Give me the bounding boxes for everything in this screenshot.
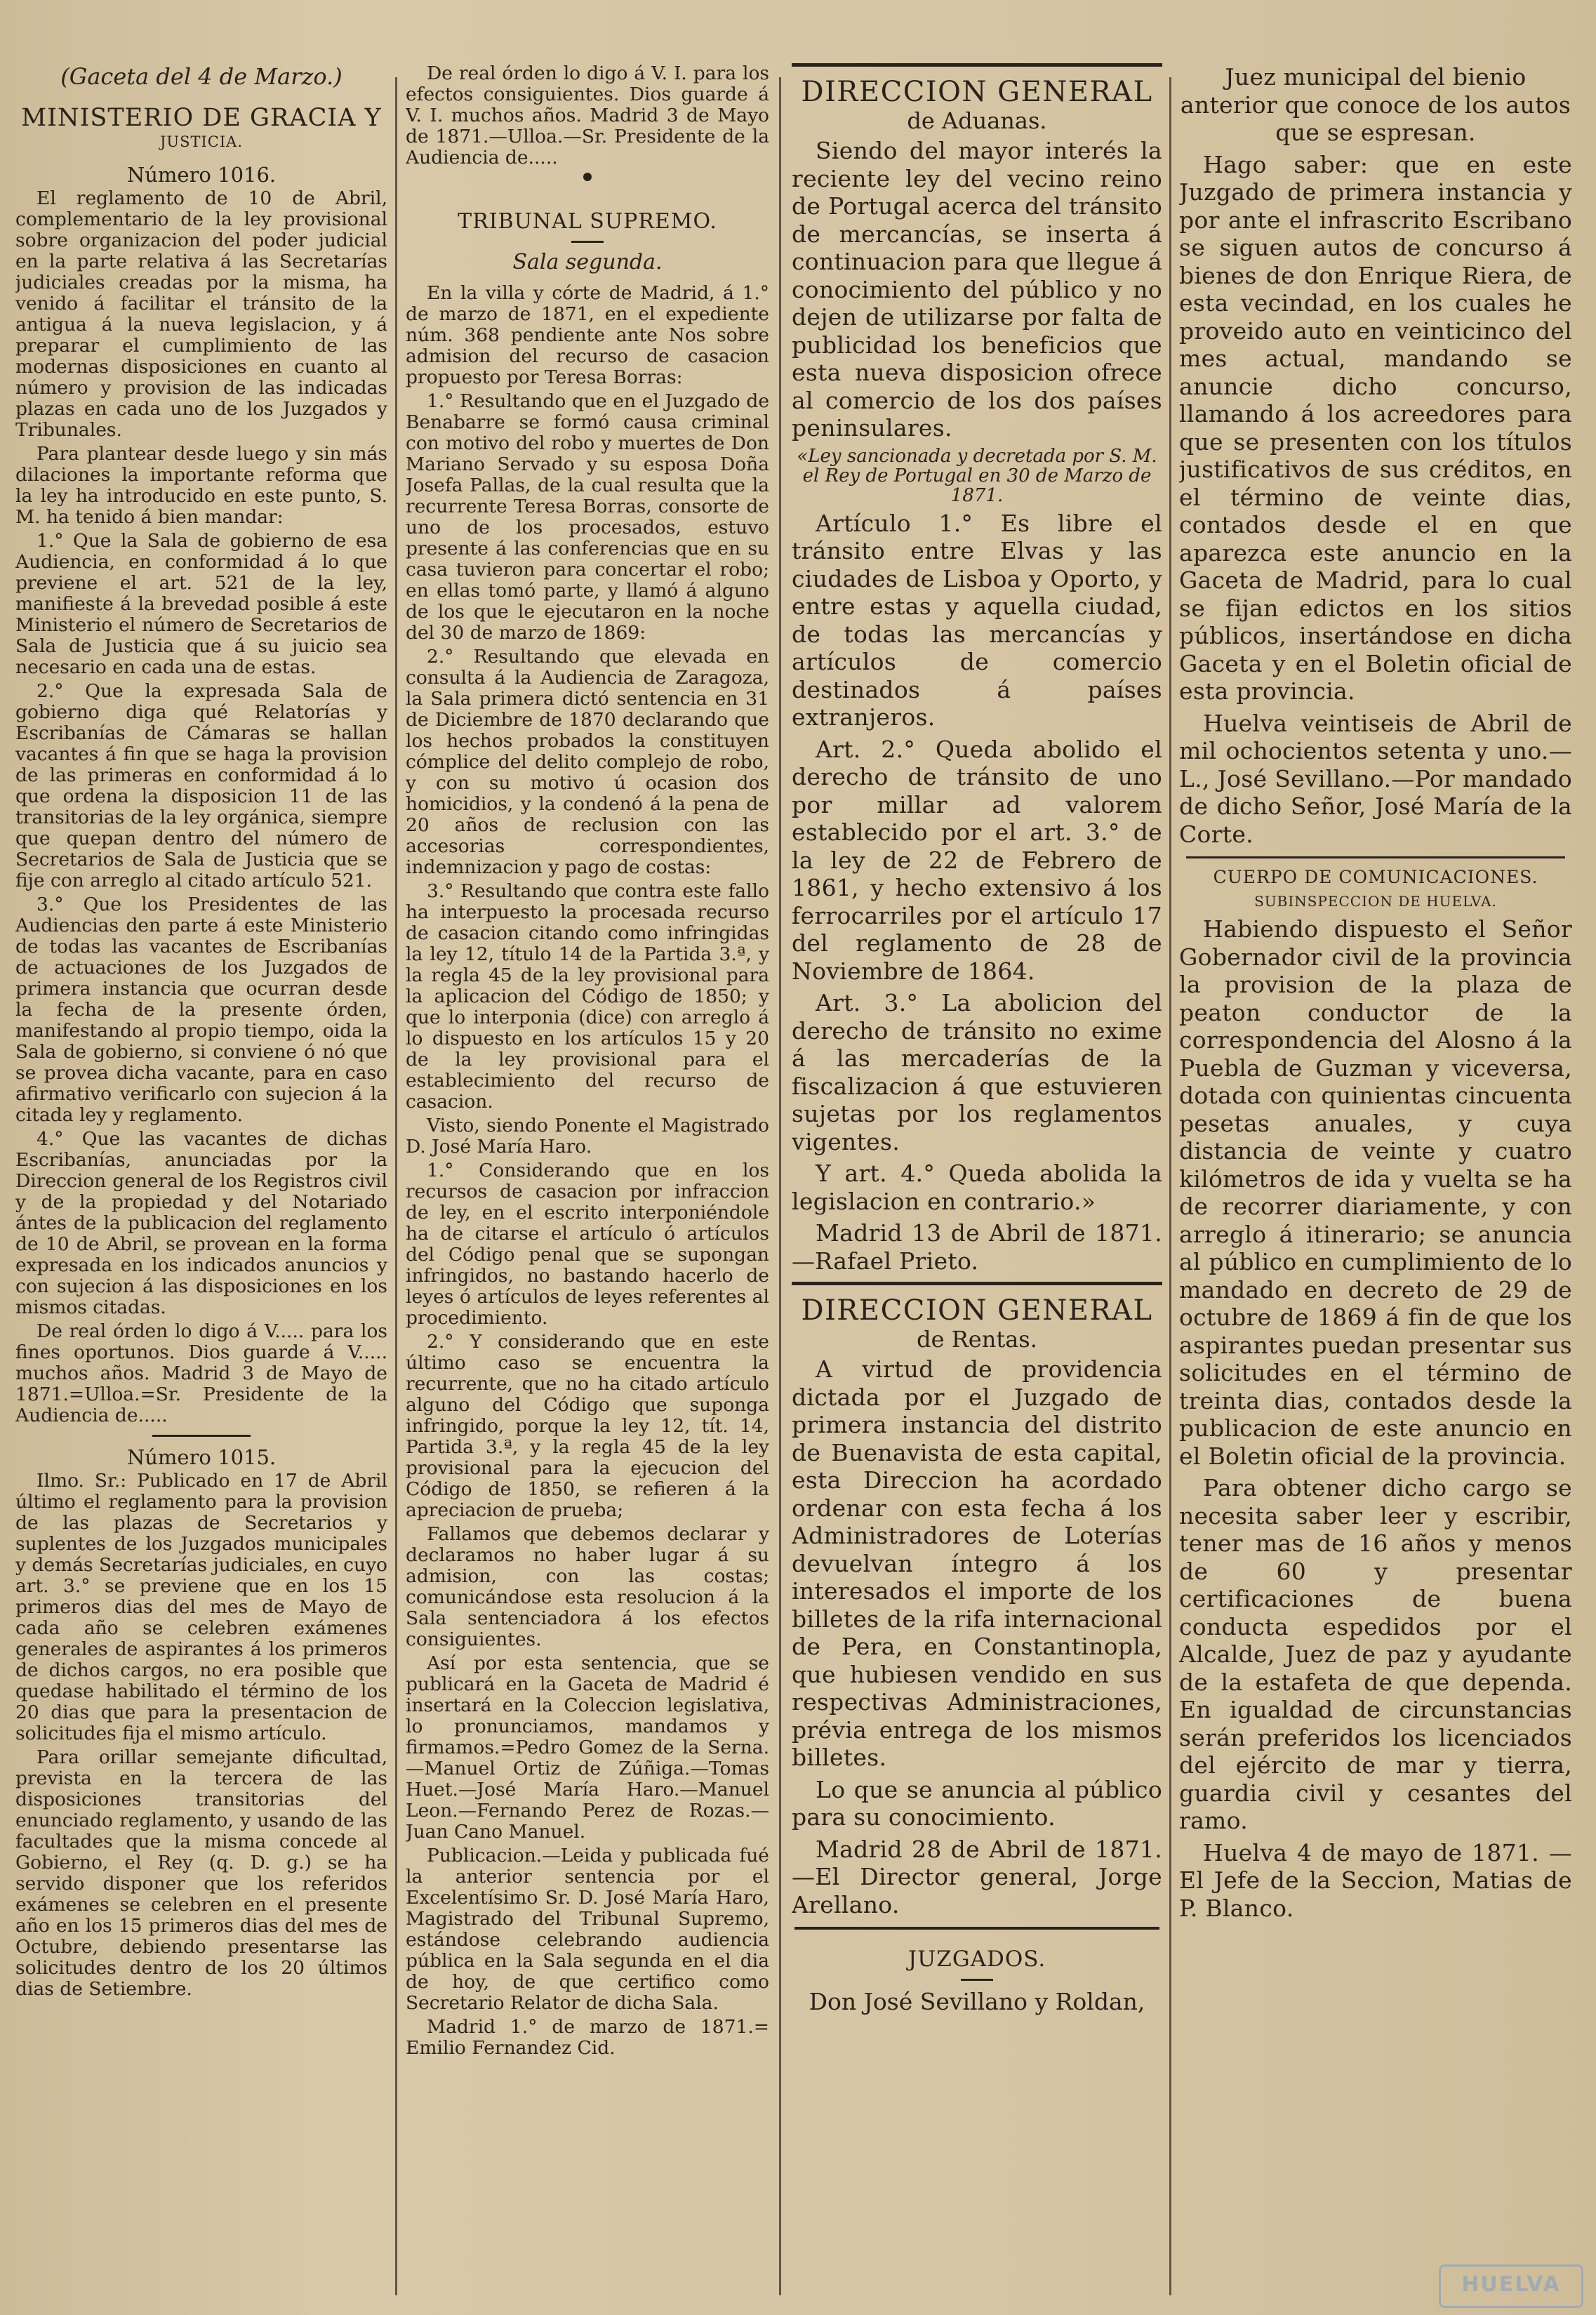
ornament-dot	[583, 173, 592, 181]
law-quote: «Ley sancionada y decretada por S. M. el Rey de Portugal en 30 de Marzo de 1871.	[797, 445, 1157, 506]
rentas-section	[792, 1282, 1162, 1918]
section-rule	[794, 1927, 1159, 1930]
paragraph: Ilmo. Sr.: Publicado en 17 de Abril último el reglamento para la provision de las plazas de Secretarios y suplentes de los Juzgados municipales y demás Secretarías judiciales, en cuyo art. 3.° se previene que en los 15 primeros dias del mes de Mayo de cada año se celebren exámenes generales de aspirantes á los primeros de dichos cargos, no era posible que quedase habilitado el término de los 20 dias que para la presentacion de solicitudes fija el mismo artículo.	[15, 1470, 387, 1744]
paragraph: Visto, siendo Ponente el Magistrado D. José María Haro.	[406, 1115, 769, 1158]
subinspeccion-subheading: SUBINSPECCION DE HUELVA.	[1254, 893, 1497, 910]
juez-name: Don José Sevillano y Roldan,	[809, 1988, 1145, 2015]
paragraph: 2.° Que la expresada Sala de gobierno diga qué Relatorías y Escribanías de Cámaras se hallan vacantes á fin que se haga la provision de las primeras en conformidad á lo que ordena la disposicion 11 de las transitorias de la ley orgánica, siempre que quepan dentro del número de Secretarios de Sala de Justicia que se fije con arreglo al citado artículo 521.	[15, 680, 387, 891]
paragraph: Para obtener dicho cargo se necesita saber leer y escribir, tener mas de 16 años y menos de 60 y presentar certificaciones de buena conducta espedidos por el Alcalde, Juez de paz y ayudante de la estafeta de que dependa. En igualdad de circunstancias serán preferidos los licenciados del ejército de mar y tierra, guardia civil y cesantes del ramo.	[1179, 1474, 1572, 1834]
column-1	[15, 63, 387, 2003]
paragraph: Art. 2.° Queda abolido el derecho de tránsito de uno por millar ad valorem establecido por el art. 3.° de la ley de 22 de Febrero de 1861, y hecho extensivo á los ferrocarriles por el artículo 17 del reglamento de 28 de Noviembre de 1864.	[792, 735, 1162, 985]
gaceta-reference: (Gaceta del 4 de Marzo.)	[60, 63, 343, 90]
column-3	[792, 63, 1162, 2015]
column-divider	[1169, 77, 1171, 2295]
paragraph: Para plantear desde luego y sin más dilaciones la importante reforma que la ley ha introducido en este punto, S. M. ha tenido á bien mandar:	[15, 443, 387, 528]
paragraph: Así por esta sentencia, que se publicará en la Gaceta de Madrid é insertará en la Coleccion legislativa, lo pronunciamos, mandamos y firmamos.=Pedro Gomez de la Serna.—Manuel Ortiz de Zúñiga.—Tomas Huet.—José María Haro.—Manuel Leon.—Fernando Perez de Rozas.—Juan Cano Manuel.	[406, 1652, 769, 1843]
paragraph: Huelva veintiseis de Abril de mil ochocientos setenta y uno.—L., José Sevillano.—Por mandado de dicho Señor, José María de la Corte.	[1179, 709, 1572, 848]
paragraph: Art. 3.° La abolicion del derecho de tránsito no exime á las mercaderías de la fiscalizacion á que estuvieren sujetas por los reglamentos vigentes.	[792, 989, 1162, 1155]
paragraph: Huelva 4 de mayo de 1871. —El Jefe de la Seccion, Matias de P. Blanco.	[1179, 1838, 1572, 1922]
column-divider	[395, 77, 397, 2295]
direccion-rentas-heading: DIRECCION GENERAL	[801, 1294, 1153, 1327]
paragraph: Y art. 4.° Queda abolida la legislacion en contrario.»	[792, 1160, 1162, 1215]
paragraph: De real órden lo digo á V..... para los fines oportunos. Dios guarde á V..... muchos años. Madrid 3 de Mayo de 1871.=Ulloa.=Sr. Presidente de la Audiencia de.....	[15, 1320, 387, 1426]
paragraph: 4.° Que las vacantes de dichas Escribanías, anunciadas por la Direccion general de los Registros civil y de la propiedad y del Notariado ántes de la publicacion del reglamento de 10 de Abril, se provean en la forma expresada en los indicados anuncios y con sujecion á las disposiciones en los mismos citadas.	[15, 1128, 387, 1318]
paragraph: El reglamento de 10 de Abril, complementario de la ley provisional sobre organizacion del poder judicial en la parte relativa á las Secretarías judiciales creadas por la misma, ha venido á facilitar el tránsito de la antigua á la nueva legislacion, y á preparar el cumplimiento de las modernas disposiciones en cuanto al número y provision de las indicadas plazas en cada uno de los Juzgados y Tribunales.	[15, 187, 387, 441]
paragraph: Juez municipal del bienio anterior que conoce de los autos que se espresan.	[1180, 63, 1571, 146]
rentas-subheading: de Rentas.	[917, 1326, 1037, 1353]
short-rule	[961, 1979, 993, 1981]
juzgados-heading: JUZGADOS.	[907, 1946, 1046, 1972]
short-rule	[571, 241, 604, 243]
direccion-aduanas-heading: DIRECCION GENERAL	[801, 76, 1153, 108]
cuerpo-heading: CUERPO DE COMUNICACIONES.	[1213, 867, 1538, 887]
sala-subheading: Sala segunda.	[512, 250, 663, 274]
section-rule	[152, 1435, 251, 1437]
paragraph: 3.° Que los Presidentes de las Audiencias den parte á este Ministerio de todas las vacantes de Escribanías de actuaciones de los Juzgados de primera instancia que ocurran desde la fecha de la presente órden, manifestando al propio tiempo, oida la Sala de gobierno, si conviene ó nó que se provea dicha vacante, para en caso afirmativo verificarlo con sujecion á la citada ley y reglamento.	[15, 894, 387, 1126]
paragraph: 3.° Resultando que contra este fallo ha interpuesto la procesada recurso de casacion citando como infringidas la ley 12, título 14 de la Partida 3.ª, y la regla 45 de la ley provisional para la aplicacion del Código de 1850; y que lo interponia (dice) con arreglo á lo dispuesto en los artículos 15 y 20 de la ley provisional para el establecimiento del recurso de casacion.	[406, 880, 769, 1113]
paragraph: Habiendo dispuesto el Señor Gobernador civil de la provincia la provision de la plaza de peaton conductor de la correspondencia del Alosno á la Puebla de Guzman y viceversa, dotada con quinientas cincuenta pesetas anuales, y cuya distancia de veinte y cuatro kilómetros de ida y vuelta se ha de recorrer diariamente, y con arreglo á itinerario; se anuncia al público en cumplimiento de lo mandado en decreto de 29 de octubre de 1869 á fin de que los aspirantes puedan presentar sus solicitudes en el término de treinta dias, contados desde la publicacion de este anuncio en el Boletin oficial de la provincia.	[1179, 915, 1572, 1470]
paragraph: De real órden lo digo á V. I. para los efectos consiguientes. Dios guarde á V. I. muchos años. Madrid 3 de Mayo de 1871.—Ulloa.—Sr. Presidente de la Audiencia de.....	[406, 63, 769, 168]
paragraph: Hago saber: que en este Juzgado de primera instancia y por ante el infrascrito Escribano se siguen autos de concurso á bienes de don Enrique Riera, de esta vecindad, en los cuales he proveido auto en veinticinco del mes actual, mandando se anuncie dicho concurso, llamando á los acreedores para que se presenten con los títulos justificativos de sus créditos, en el término de veinte dias, contados desde el en que aparezca este anuncio en la Gaceta de Madrid, para lo cual se fijan edictos en los sitios públicos, insertándose en dicha Gaceta y en el Boletin oficial de esta provincia.	[1179, 150, 1572, 705]
paragraph: Fallamos que debemos declarar y declaramos no haber lugar á su admision, con las costas; comunicándose esta resolucion á la Sala sentenciadora á los efectos consiguientes.	[406, 1523, 769, 1650]
paragraph: 1.° Resultando que en el Juzgado de Benabarre se formó causa criminal con motivo del robo y muertes de Don Mariano Servado y su esposa Doña Josefa Pallas, de la cual resulta que la recurrente Teresa Borras, consorte de uno de los procesados, estuvo presente á las conferencias que en su casa tuvieron para concertar el robo; en ellas tomó parte, y llamó á alguno de los que le ejecutaron en la noche del 30 de marzo de 1869:	[406, 390, 769, 644]
section-rule	[1186, 856, 1565, 858]
paragraph: 2.° Resultando que elevada en consulta á la Audiencia de Zaragoza, la Sala primera dictó sentencia en 31 de Diciembre de 1870 declarando que los hechos probados la constituyen cómplice del delito complejo de robo, y con su motivo ú ocasion dos homicidios, y la condenó á la pena de 20 años de reclusion con las accesorias correspondientes, indemnizacion y pago de costas:	[406, 646, 769, 878]
tribunal-heading: TRIBUNAL SUPREMO.	[458, 209, 717, 234]
paragraph: A virtud de providencia dictada por el Juzgado de primera instancia del distrito de Buenavista de esta capital, esta Direccion ha acordado ordenar con esta fecha á los Administradores de Loterías devuelvan íntegro á los interesados el importe de los billetes de la rifa internacional de Pera, en Constantinopla, que hubiesen vendido en sus respectivas Administraciones, prévia entrega de los mismos billetes.	[792, 1355, 1162, 1771]
paragraph: Madrid 1.° de marzo de 1871.= Emilio Fernandez Cid.	[406, 2016, 769, 2059]
paragraph: En la villa y córte de Madrid, á 1.° de marzo de 1871, en el expediente núm. 368 pendiente ante Nos sobre admision del recurso de casacion propuesto por Teresa Borras:	[406, 282, 769, 388]
numero-1015: Número 1015.	[126, 1445, 277, 1469]
column-4	[1179, 63, 1572, 1926]
paragraph: 2.° Y considerando que en este último caso se encuentra la recurrente, que no ha citado artículo alguno del Código que suponga infringido, porque la ley 12, tít. 14, Partida 3.ª, y la regla 45 de la ley provisional para la ejecucion del Código de 1850, se refieren á la apreciacion de prueba;	[406, 1331, 769, 1521]
numero-1016: Número 1016.	[126, 163, 277, 187]
paragraph: Madrid 28 de Abril de 1871.—El Director general, Jorge Arellano.	[792, 1835, 1162, 1918]
paragraph: 1.° Considerando que en los recursos de casacion por infraccion de ley, en el escrito interponiéndole ha de citarse el artículo ó artículos del Código penal que se supongan infringidos, no bastando hacerlo de leyes ó artículos de leyes referentes al procedimiento.	[406, 1160, 769, 1329]
paragraph: Para orillar semejante dificultad, prevista en la tercera de las disposiciones transitorias del enunciado reglamento, y usando de las facultades que la misma concede al Gobierno, el Rey (q. D. g.) se ha servido disponer que los referidos exámenes se celebren en el presente año en los 15 primeros dias del mes de Octubre, debiendo presentarse las solicitudes dentro de los 20 últimos dias de Setiembre.	[15, 1746, 387, 2000]
paragraph: Siendo del mayor interés la reciente ley del vecino reino de Portugal acerca del tránsito de mercancías, se inserta á continuacion para que llegue á conocimiento del público y no dejen de utilizarse por falta de publicidad los beneficios que esta nueva disposicion ofrece al comercio de los dos países peninsulares.	[792, 137, 1162, 442]
paragraph: 1.° Que la Sala de gobierno de esa Audiencia, en conformidad á lo que previene el art. 521 de la ley, manifieste á la brevedad posible á este Ministerio el número de Secretarios de Sala de Justicia que á su juicio sea necesario en cada una de estas.	[15, 530, 387, 678]
aduanas-subheading: de Aduanas.	[907, 107, 1047, 134]
aduanas-section	[792, 63, 1162, 1275]
paragraph: Artículo 1.° Es libre el tránsito entre Elvas y las ciudades de Lisboa y Oporto, y entre estas y aquella ciudad, de todas las mercancías y artículos de comercio destinados á países extranjeros.	[792, 509, 1162, 731]
column-2	[406, 63, 769, 2062]
paragraph: Publicacion.—Leida y publicada fué la anterior sentencia por el Excelentísimo Sr. D. José María Haro, Magistrado del Tribunal Supremo, estándose celebrando audiencia pública en la Sala segunda en el dia de hoy, de que certifico como Secretario Relator de dicha Sala.	[406, 1845, 769, 2014]
paragraph: Lo que se anuncia al público para su conocimiento.	[792, 1775, 1162, 1831]
paragraph: Madrid 13 de Abril de 1871.—Rafael Prieto.	[792, 1219, 1162, 1275]
justicia-subheading: JUSTICIA.	[159, 133, 243, 150]
ministerio-heading: MINISTERIO DE GRACIA Y	[21, 104, 382, 132]
archive-stamp: HUELVA	[1439, 2264, 1583, 2308]
column-divider	[779, 77, 781, 2295]
